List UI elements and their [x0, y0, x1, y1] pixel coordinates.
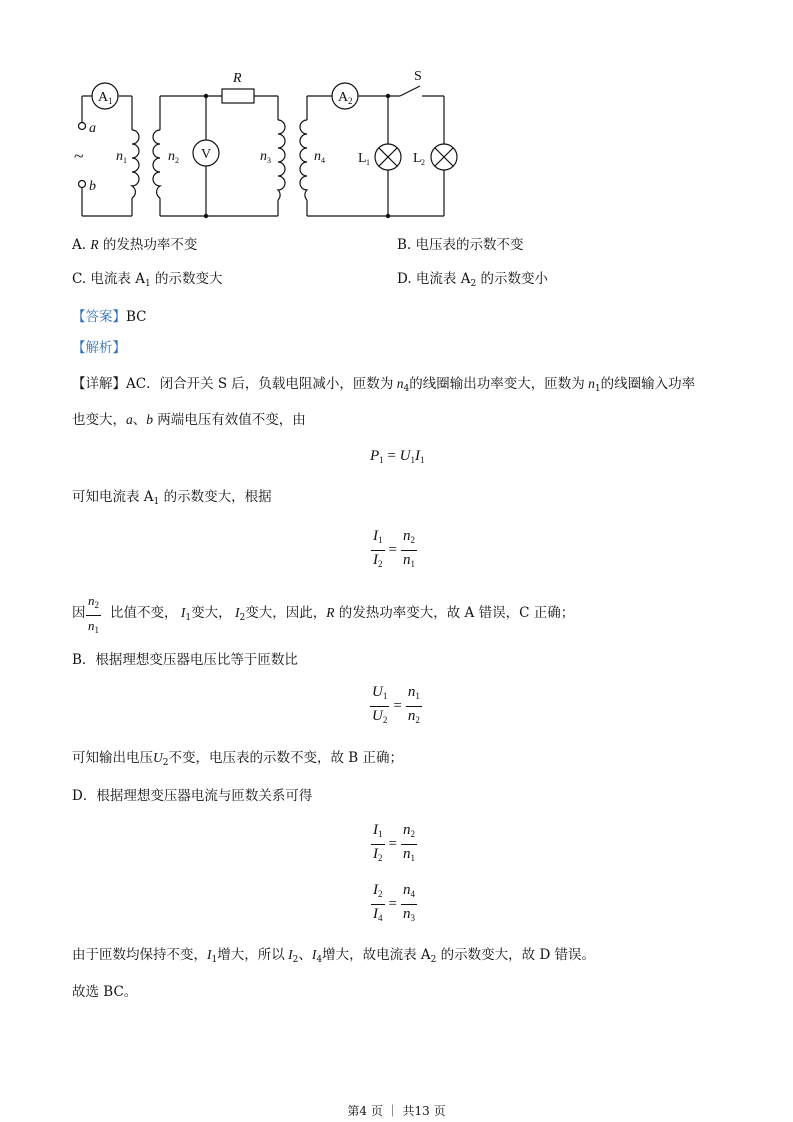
detail-line-6: 可知输出电压$U_2$不变，电压表的示数不变，故 B 正确；	[72, 750, 403, 768]
svg-text:3: 3	[267, 156, 271, 165]
voltmeter-label: V	[201, 147, 212, 162]
equation-current-ratio-2: $\frac{I_1}{I_2}$ = $\frac{n_2}{n_1}$	[373, 822, 415, 863]
analysis-heading: 【解析】	[72, 340, 126, 356]
inline-fraction-n2-n1: $\frac{n_2}{n_1}$	[88, 593, 99, 635]
ammeter-a2-label: A	[338, 90, 349, 105]
detail-line-5: B．根据理想变压器电压比等于匝数比	[72, 652, 298, 668]
svg-text:n: n	[168, 149, 175, 164]
page-footer: 第4 页 ｜ 共13 页	[347, 1104, 446, 1118]
svg-text:2: 2	[348, 96, 353, 106]
svg-text:n: n	[116, 149, 123, 164]
svg-text:4: 4	[321, 156, 325, 165]
ammeter-a1-label: A	[98, 90, 109, 105]
option-c: C. 电流表 $A_1$ 的示数变大	[72, 271, 223, 289]
terminal-a-label: a	[89, 121, 96, 136]
svg-text:n: n	[314, 149, 321, 164]
svg-text:2: 2	[421, 158, 425, 167]
detail-line-1: 【详解】AC．闭合开关 S 后，负载电阻减小，匝数为 $n_4$的线圈输出功率变大，匝数为 $n_1$的线圈输入功率	[72, 376, 696, 394]
detail-line-8: 由于匝数均保持不变，$I_1$增大，所以 $I_2$、$I_4$增大，故电流表 $A_2$ 的示数变大，故 D 错误。	[72, 947, 596, 965]
svg-text:1: 1	[108, 96, 113, 106]
resistor-label: R	[233, 71, 242, 86]
detail-line-2: 也变大，a、b 两端电压有效值不变，由	[72, 412, 306, 428]
lamp-l1-label: L	[358, 151, 367, 166]
svg-text:1: 1	[366, 158, 370, 167]
option-d: D. 电流表 $A_2$ 的示数变小	[397, 271, 548, 289]
equation-voltage-ratio: $\frac{U_1}{U_2}$ = $\frac{n_1}{n_2}$	[372, 684, 420, 725]
equation-power: $P_1 = U_1I_1$	[370, 448, 425, 465]
option-a: A. R 的发热功率不变	[72, 237, 198, 253]
detail-line-7: D．根据理想变压器电流与匝数关系可得	[72, 788, 313, 804]
switch-label: S	[414, 69, 422, 84]
option-b: B. 电压表的示数不变	[397, 237, 524, 253]
lamp-l2-label: L	[413, 151, 422, 166]
svg-text:n: n	[260, 149, 267, 164]
transformer-circuit-diagram	[60, 60, 480, 225]
equation-current-ratio-3: $\frac{I_2}{I_4}$ = $\frac{n_4}{n_3}$	[373, 882, 415, 923]
terminal-b-label: b	[89, 179, 96, 194]
equation-current-ratio-1: $\frac{I_1}{I_2}$ = $\frac{n_2}{n_1}$	[373, 528, 415, 569]
ac-source-symbol: ~	[74, 146, 84, 166]
detail-line-3: 可知电流表 $A_1$ 的示数变大，根据	[72, 489, 272, 507]
svg-text:2: 2	[175, 156, 179, 165]
answer-line: 【答案】BC	[72, 309, 147, 325]
svg-text:1: 1	[123, 156, 127, 165]
detail-line-4: 因	[72, 605, 86, 621]
detail-line-9: 故选 BC。	[72, 984, 138, 1000]
